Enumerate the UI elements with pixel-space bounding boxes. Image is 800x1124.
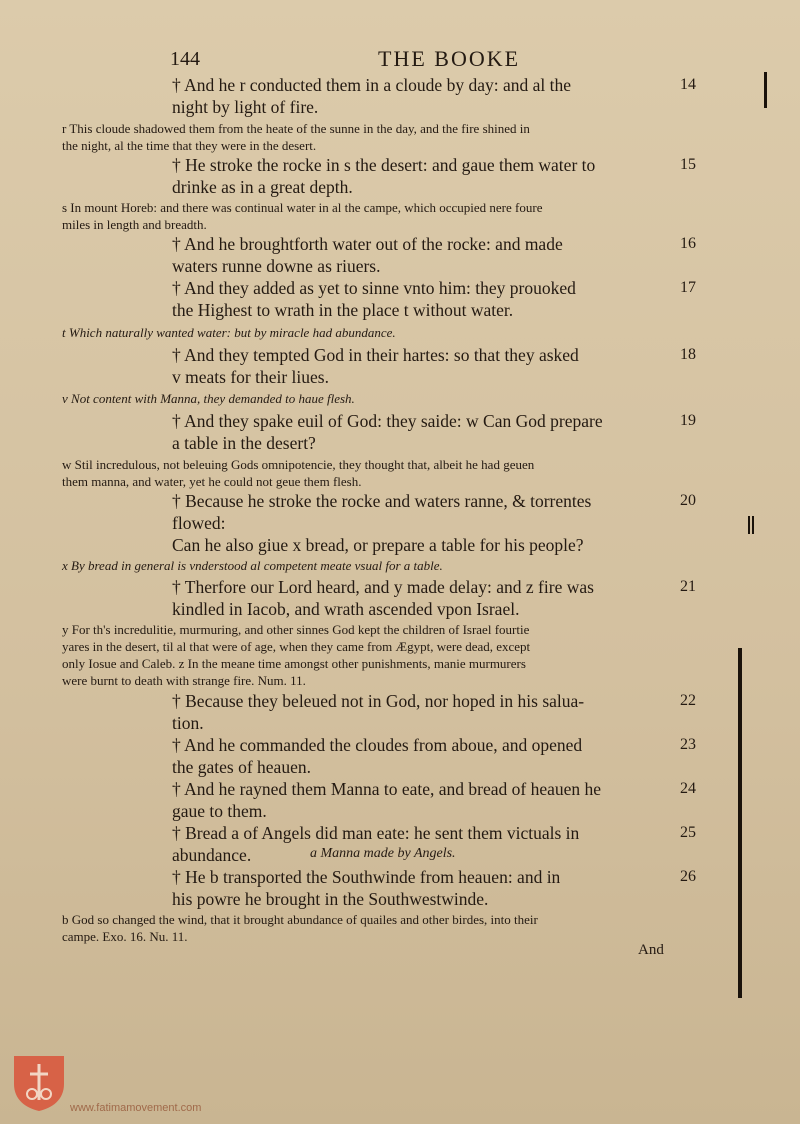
verse-line: gaue to them. xyxy=(172,801,267,821)
margin-rule-top xyxy=(764,72,767,108)
verse-line: night by light of fire. xyxy=(172,97,319,117)
verse-line: † He stroke the rocke in s the desert: and gaue them water to xyxy=(172,155,596,175)
verse-line: † Because he stroke the rocke and waters ranne, & torrentes xyxy=(172,491,592,511)
note-line: yares in the desert, til al that were of age, when they came from Ægypt, were dead, except xyxy=(62,639,531,654)
verse-number: 17 xyxy=(680,279,696,296)
verse-line: the gates of heauen. xyxy=(172,757,311,777)
note-line: w Stil incredulous, not beleuing Gods omnipotencie, they thought that, albeit he had geuen xyxy=(62,457,535,472)
verse-line: † And he broughtforth water out of the rocke: and made xyxy=(172,234,563,254)
note-line: the night, al the time that they were in the desert. xyxy=(62,138,317,153)
note-line: them manna, and water, yet he could not geue them flesh. xyxy=(62,474,362,489)
verse-line: flowed: xyxy=(172,513,226,533)
verse-line: drinke as in a great depth. xyxy=(172,177,353,197)
margin-rule-main xyxy=(738,648,742,998)
verse-line: † And he rayned them Manna to eate, and bread of heauen he xyxy=(172,779,602,799)
note-line: v Not content with Manna, they demanded to haue flesh. xyxy=(62,391,355,406)
verse-line: Can he also giue x bread, or prepare a table for his people? xyxy=(172,535,584,555)
verse-line: † And they added as yet to sinne vnto him: they prouoked xyxy=(172,278,576,298)
running-title: THE BOOKE xyxy=(378,46,521,71)
margin-rule-mid2 xyxy=(752,516,754,534)
verse-line: a table in the desert? xyxy=(172,433,316,453)
note-line: y For th's incredulitie, murmuring, and other sinnes God kept the children of Israel fourtie xyxy=(62,622,530,637)
note-line: s In mount Horeb: and there was continual water in al the campe, which occupied nere foure xyxy=(62,200,543,215)
verse-line: kindled in Iacob, and wrath ascended vpon Israel. xyxy=(172,599,520,619)
verse-number: 24 xyxy=(680,780,696,797)
verse-number: 21 xyxy=(680,578,696,595)
note-line: t Which naturally wanted water: but by miracle had abundance. xyxy=(62,325,396,340)
note-line: were burnt to death with strange fire. Num. 11. xyxy=(62,673,306,688)
verse-line: the Highest to wrath in the place t without water. xyxy=(172,300,514,320)
note-line: b God so changed the wind, that it brought abundance of quailes and other birdes, into their xyxy=(62,912,538,927)
verse-line: v meats for their liues. xyxy=(172,367,329,387)
shield-logo-icon xyxy=(12,1054,66,1112)
verse-number: 14 xyxy=(680,76,696,93)
verse-number: 26 xyxy=(680,868,696,885)
note-line: campe. Exo. 16. Nu. 11. xyxy=(62,929,188,944)
verse-line: waters runne downe as riuers. xyxy=(172,256,381,276)
verse-line: abundance. xyxy=(172,845,252,865)
verse-line: † Because they beleued not in God, nor hoped in his salua- xyxy=(172,691,585,711)
verse-line: † And they tempted God in their hartes: so that they asked xyxy=(172,345,579,365)
verse-number: 19 xyxy=(680,412,696,429)
verse-line: † Bread a of Angels did man eate: he sent them victuals in xyxy=(172,823,580,843)
watermark-url[interactable]: www.fatimamovement.com xyxy=(70,1102,202,1114)
verse-number: 25 xyxy=(680,824,696,841)
note-line: x By bread in general is vnderstood al competent meate vsual for a table. xyxy=(62,558,443,573)
verse-line: † And he commanded the cloudes from aboue, and opened xyxy=(172,735,583,755)
page-number: 144 xyxy=(170,48,200,70)
verse-number: 20 xyxy=(680,492,696,509)
verse-number: 22 xyxy=(680,692,696,709)
verse-line: † And he r conducted them in a cloude by day: and al the xyxy=(172,75,571,95)
catchword: And xyxy=(638,942,664,958)
verse-number: 15 xyxy=(680,156,696,173)
note-line: r This cloude shadowed them from the heate of the sunne in the day, and the fire shined in xyxy=(62,121,530,136)
verse-number: 18 xyxy=(680,346,696,363)
verse-number: 16 xyxy=(680,235,696,252)
verse-line: † And they spake euil of God: they saide: w Can God prepare xyxy=(172,411,603,431)
inline-note-a: a Manna made by Angels. xyxy=(310,846,456,861)
verse-line: his powre he brought in the Southwestwinde. xyxy=(172,889,489,909)
note-line: only Iosue and Caleb. z In the meane time amongst other punishments, manie murmurers xyxy=(62,656,526,671)
verse-number: 23 xyxy=(680,736,696,753)
verse-line: tion. xyxy=(172,713,204,733)
verse-line: † He b transported the Southwinde from heauen: and in xyxy=(172,867,561,887)
margin-rule-mid xyxy=(748,516,750,534)
note-line: miles in length and breadth. xyxy=(62,217,207,232)
verse-line: † Therfore our Lord heard, and y made delay: and z fire was xyxy=(172,577,594,597)
